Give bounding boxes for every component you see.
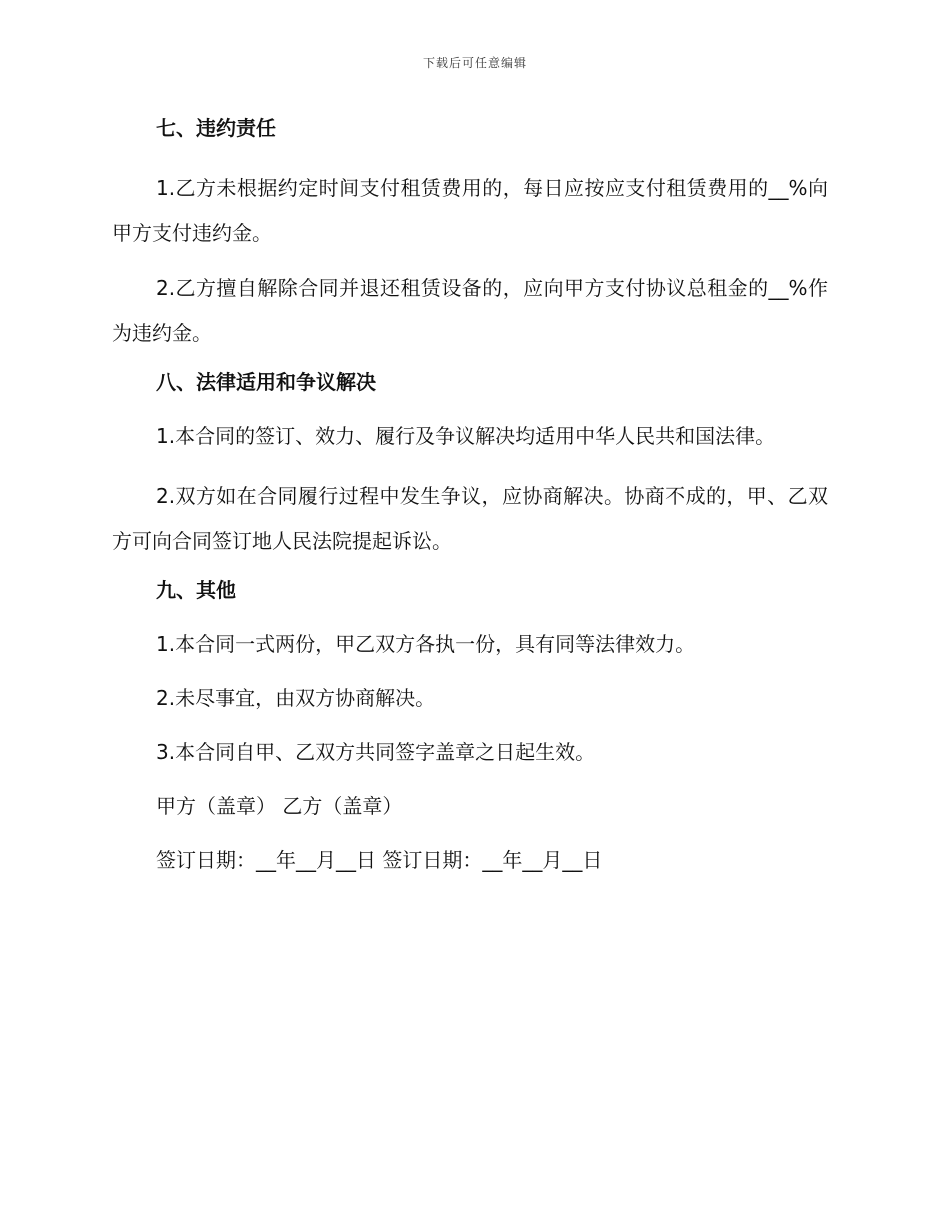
document-body [112, 112, 828, 898]
section-heading-governing-law: 八、法律适用和争议解决 [156, 370, 376, 394]
signature-seal-line: 甲方（盖章） 乙方（盖章） [156, 794, 403, 818]
paragraph-early-termination-penalty: 2.乙方擅自解除合同并退还租赁设备的，应向甲方支付协议总租金的__%作为违约金。 [112, 276, 828, 345]
paragraph-unresolved-matters: 2.未尽事宜，由双方协商解决。 [156, 686, 436, 710]
section-heading-breach-liability: 七、违约责任 [156, 116, 276, 140]
paragraph-applicable-law: 1.本合同的签订、效力、履行及争议解决均适用中华人民共和国法律。 [156, 424, 776, 448]
header-note: 下载后可任意编辑 [422, 56, 527, 70]
paragraph-effective-date: 3.本合同自甲、乙双方共同签字盖章之日起生效。 [156, 740, 596, 764]
paragraph-dispute-resolution: 2.双方如在合同履行过程中发生争议，应协商解决。协商不成的，甲、乙双方可向合同签订地人民法院提起诉讼。 [112, 484, 828, 553]
signing-date-line: 签订日期：__年__月__日 签订日期：__年__月__日 [156, 848, 603, 872]
section-heading-miscellaneous: 九、其他 [156, 578, 236, 602]
paragraph-late-payment-penalty: 1.乙方未根据约定时间支付租赁费用的，每日应按应支付租赁费用的__%向甲方支付违约金。 [112, 176, 828, 245]
paragraph-copies: 1.本合同一式两份，甲乙双方各执一份，具有同等法律效力。 [156, 632, 696, 656]
